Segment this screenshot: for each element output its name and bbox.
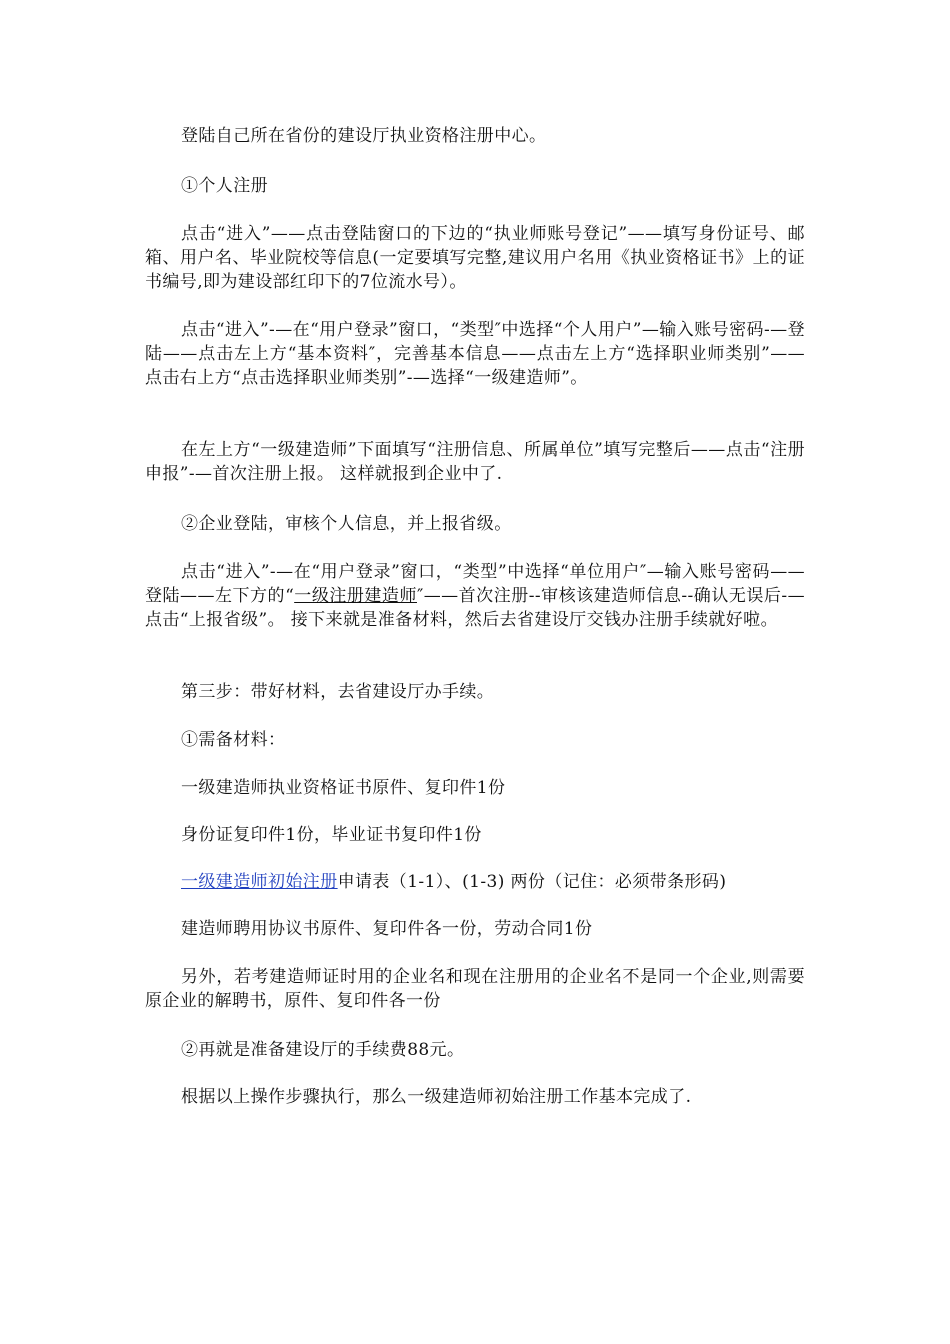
first-class-registered-builder-link[interactable]: 一级注册建造师 xyxy=(294,586,417,606)
company-login-text-before: 点击“进入”-—在“用户登录”窗口，“类型”中选择“单位用户″—输入账号密码——登陆——左下方的“ xyxy=(145,562,805,606)
intro-paragraph: 登陆自己所在省份的建设厅执业资格注册中心。 xyxy=(181,126,547,146)
personal-login-paragraph: 点击“进入”-—在“用户登录”窗口，“类型″中选择“个人用户”—输入账号密码-—登陆——点击左上方“基本资料″，完善基本信息——点击左上方“选择职业师类别”——点击右上方“点击选择职业师类别”-—选择“一级建造师”。 xyxy=(145,320,805,388)
conclusion-paragraph: 根据以上操作步骤执行，那么一级建造师初始注册工作基本完成了. xyxy=(181,1087,692,1107)
initial-registration-link[interactable]: 一级建造师初始注册 xyxy=(181,872,338,892)
step-personal-registration-heading: ①个人注册 xyxy=(181,176,268,196)
material-item-certificate: 一级建造师执业资格证书原件、复印件1份 xyxy=(181,778,506,798)
material-item-dismissal-letter: 另外，若考建造师证时用的企业名和现在注册用的企业名不是同一个企业,则需要原企业的解聘书，原件、复印件各一份 xyxy=(145,967,805,1011)
personal-account-registration-paragraph: 点击“进入”——点击登陆窗口的下边的“执业师账号登记”——填写身份证号、邮箱、用户名、毕业院校等信息(一定要填写完整,建议用户名用《执业资格证书》上的证书编号,即为建设部红印下的7位流水号）。 xyxy=(145,224,805,292)
step-three-heading: 第三步：带好材料，去省建设厅办手续。 xyxy=(181,682,495,702)
registration-submit-paragraph: 在左上方“一级建造师”下面填写“注册信息、所属单位”填写完整后——点击“注册申报”-—首次注册上报。 这样就报到企业中了. xyxy=(145,440,805,484)
material-item-id-diploma: 身份证复印件1份，毕业证书复印件1份 xyxy=(181,825,482,845)
required-materials-heading: ①需备材料： xyxy=(181,730,286,750)
company-login-paragraph xyxy=(145,560,805,632)
fee-paragraph: ②再就是准备建设厅的手续费88元。 xyxy=(181,1040,465,1060)
step-company-login-heading: ②企业登陆，审核个人信息，并上报省级。 xyxy=(181,514,512,534)
company-login-text-after: ″——首次注册--审核该建造师信息--确认无误后-—点击“上报省级”。 接下来就是准备材料，然后去省建设厅交钱办注册手续就好啦。 xyxy=(145,586,805,630)
application-form-text: 申请表（1-1）、(1-3) 两份（记住：必须带条形码) xyxy=(337,872,727,892)
material-item-employment-agreement: 建造师聘用协议书原件、复印件各一份，劳动合同1份 xyxy=(181,919,593,939)
material-item-application-form xyxy=(145,870,805,894)
